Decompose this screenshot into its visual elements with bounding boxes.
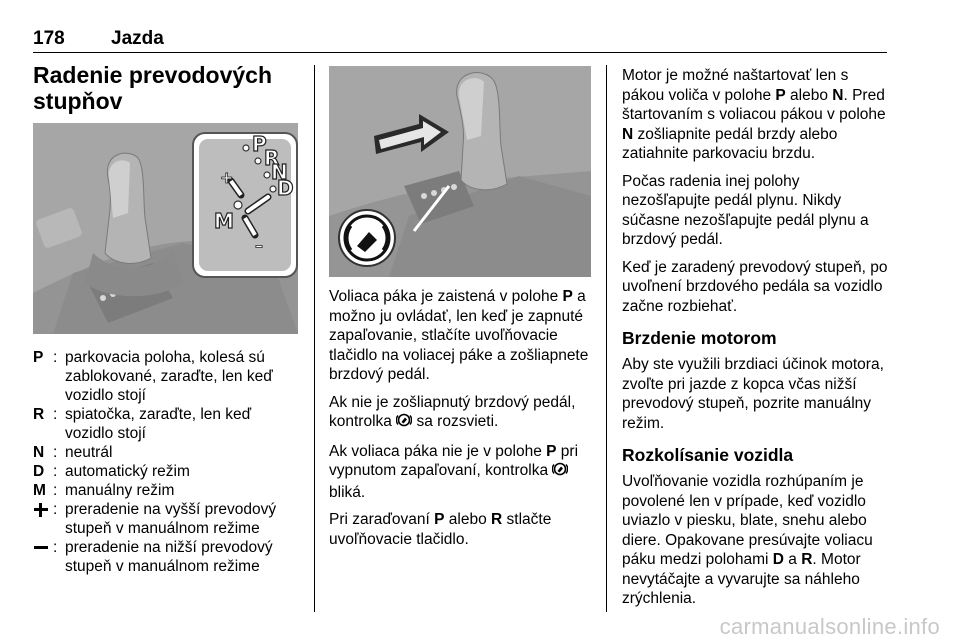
definition-separator: : (53, 406, 58, 423)
definition-r (33, 405, 299, 443)
definition-separator: : (53, 482, 58, 499)
definition-n (33, 443, 299, 462)
gate-letter-n: N (271, 160, 288, 184)
section-title: Radenie prevodových stupňov (33, 62, 273, 114)
gate-letter-p: P (252, 132, 267, 156)
definition-text: manuálny režim (65, 482, 175, 499)
gate-letter-m: M (214, 209, 234, 233)
definition-separator: : (53, 444, 58, 461)
definition-separator: : (53, 463, 58, 480)
middle-column (329, 66, 591, 557)
left-column (33, 62, 299, 576)
paragraph-creep: Keď je zaradený prevodový stupeň, po uvoľnení brzdového pedála sa vozidlo začne rozbiehať. (622, 258, 888, 315)
definition-text: parkovacia poloha, kolesá sú zablokované, zaraďte, len keď vozidlo stojí (65, 349, 273, 404)
text-run: a možno ju ovládať, len keď je zapnuté zapaľovanie, stlačíte uvoľňovacie tlačidlo na voliacej páke a zošliapnete brzdový pedál. (329, 288, 589, 383)
text-run: Voliaca páka je zaistená v polohe (329, 288, 563, 305)
text-run: Ak voliaca páka nie je v polohe (329, 442, 547, 460)
gear-n: N (832, 86, 844, 104)
text-run: alebo (444, 511, 492, 528)
text-run: a (783, 551, 802, 568)
page-header (33, 30, 887, 53)
definition-m (33, 481, 299, 500)
paragraph-start (622, 66, 890, 164)
svg-text:–: – (255, 236, 263, 255)
definition-separator: : (53, 349, 58, 366)
text-run: bliká. (329, 483, 366, 501)
text-run: alebo (785, 86, 833, 104)
definition-text: neutrál (65, 444, 113, 461)
heading-rocking: Rozkolísanie vozidla (622, 445, 794, 465)
text-run: stlačte uvoľňovacie tlačidlo. (329, 511, 552, 548)
definition-text: preradenie na vyšší prevodový stupeň v manuálnom režime (65, 501, 277, 537)
definition-key: N (33, 444, 45, 461)
definition-p (33, 348, 299, 405)
gear-r: R (801, 551, 813, 568)
text-run: . Pred štartovaním s voliacou pákou v polohe (622, 86, 886, 123)
definition-key: M (33, 482, 46, 499)
paragraph-brake-indicator (329, 393, 591, 434)
definition-d (33, 462, 299, 481)
paragraph-blink (329, 442, 591, 503)
right-column (622, 66, 890, 617)
brake-warning-icon (552, 461, 568, 483)
gate-letter-d: D (277, 176, 294, 200)
text-run: pri vypnutom zapaľovaní, kontrolka (329, 442, 579, 479)
text-run: Ak nie je zošliapnutý brzdový pedál, kontrolka (329, 393, 576, 430)
text-run: Motor je možné naštartovať len s pákou voliča v polohe (622, 67, 849, 104)
definition-key: R (33, 406, 45, 423)
watermark: carmanualsonline.info (719, 614, 940, 639)
gear-definitions (33, 348, 299, 576)
gear-selector-illustration (33, 123, 298, 334)
gear-p: P (434, 511, 445, 528)
gear-selector-drawing (33, 123, 298, 334)
definition-text: spiatočka, zaraďte, len keď vozidlo stojí (65, 406, 252, 442)
heading-engine-brake: Brzdenie motorom (622, 328, 777, 348)
gear-d: D (772, 551, 784, 568)
definition-key: P (33, 349, 44, 366)
brake-warning-icon (396, 412, 412, 434)
gear-p: P (775, 86, 786, 104)
plus-icon (33, 500, 53, 538)
release-button-drawing (329, 66, 591, 277)
release-button-illustration (329, 66, 591, 277)
gear-n: N (622, 125, 634, 143)
definition-key: D (33, 463, 45, 480)
text-run: . Motor nevytáčajte a vyvarujte sa náhleho zrýchlenia. (622, 551, 861, 607)
gate-letter-r: R (264, 146, 280, 170)
text-run: zošliapnite pedál brzdy alebo zatiahnite parkovaciu brzdu. (622, 125, 838, 162)
text-run: Uvoľňovanie vozidla rozhúpaním je povolené len v prípade, keď vozidlo uviazlo v piesku, blate, snehu alebo diere. Opakovane presúvajte voliacu páku medzi polohami (622, 473, 873, 568)
column-divider (606, 65, 607, 612)
definition-plus (33, 500, 299, 538)
text-run: Pri zaraďovaní (329, 511, 435, 528)
middle-text (329, 287, 591, 549)
gear-p: P (546, 442, 557, 460)
paragraph-engine-brake: Aby ste využili brzdiaci účinok motora, zvoľte pri jazde z kopca včas nižší prevodový stupeň, pozrite manuálny režim. (622, 356, 884, 432)
definition-separator: : (53, 539, 58, 556)
definition-separator: : (53, 501, 58, 518)
chapter-title: Jazda (111, 28, 164, 49)
paragraph-release (329, 510, 591, 549)
paragraph-lock (329, 287, 591, 385)
definition-minus (33, 538, 299, 576)
svg-text:+: + (220, 168, 234, 187)
paragraph-accelerator: Počas radenia inej polohy nezošľapujte pedál plynu. Nikdy súčasne nezošľapujte pedál plynu a brzdový pedál. (622, 172, 869, 248)
paragraph-rocking (622, 472, 890, 609)
page-number: 178 (33, 28, 65, 49)
definition-text: preradenie na nižší prevodový stupeň v manuálnom režime (65, 539, 273, 575)
text-run: sa rozsvieti. (412, 413, 499, 430)
column-divider (314, 65, 315, 612)
gear-r: R (491, 511, 503, 528)
minus-icon (33, 538, 53, 576)
gear-p: P (562, 288, 573, 305)
definition-text: automatický režim (65, 463, 190, 480)
